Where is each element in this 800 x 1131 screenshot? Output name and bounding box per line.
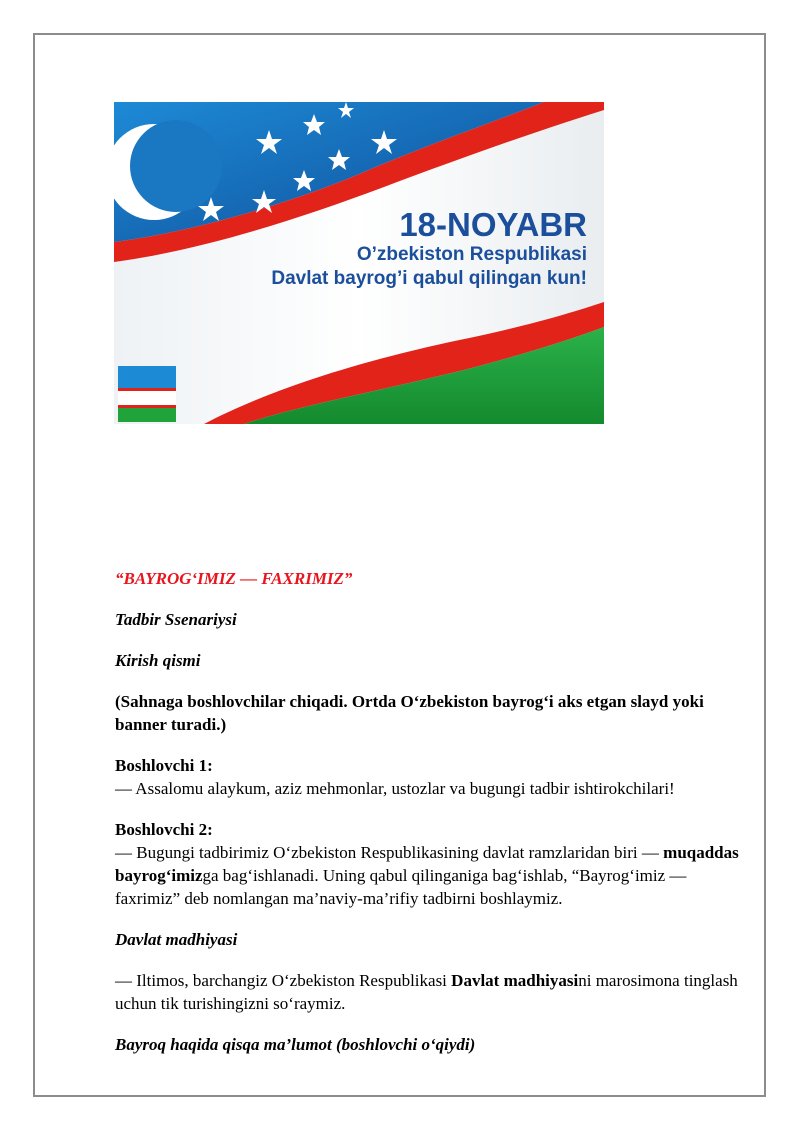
banner-date: 18-NOYABR	[399, 206, 587, 243]
host1-label: Boshlovchi 1:	[115, 756, 213, 775]
host2-text-start: — Bugungi tadbirimiz O‘zbekiston Respublikasining davlat ramzlaridan biri —	[115, 843, 664, 862]
anthem-paragraph	[115, 969, 755, 1015]
section-flag-info-heading: Bayroq haqida qisqa ma’lumot (boshlovchi o‘qiydi)	[115, 1035, 476, 1054]
host2-paragraph	[115, 818, 755, 910]
section-anthem-heading: Davlat madhiyasi	[115, 930, 238, 949]
host2-label: Boshlovchi 2:	[115, 820, 213, 839]
host2-text-end: ga bag‘ishlanadi. Uning qabul qilinganiga bag‘ishlab, “Bayrog‘imiz — faxrimiz” deb nomlangan ma’naviy-ma’rifiy tadbirni boshlaymiz.	[115, 866, 687, 908]
anthem-text-start: — Iltimos, barchangiz O‘zbekiston Respublikasi	[115, 971, 452, 990]
event-title: “BAYROG‘IMIZ — FAXRIMIZ”	[115, 569, 353, 588]
section-intro-heading: Kirish qismi	[115, 651, 201, 670]
host1-paragraph	[115, 754, 755, 800]
event-subtitle: Tadbir Ssenariysi	[115, 610, 237, 629]
anthem-text-end: ni marosimona tinglash uchun tik turishingizni so‘raymiz.	[115, 971, 738, 1013]
banner-line2: Davlat bayrog’i qabul qilingan kun!	[271, 268, 587, 289]
document-body	[115, 567, 755, 1074]
anthem-bold-phrase: Davlat madhiyasi	[451, 971, 579, 990]
banner-line1: O’zbekiston Respublikasi	[356, 244, 587, 265]
host2-bold-phrase: muqaddas bayrog‘imiz	[115, 843, 739, 885]
flag-day-banner	[114, 102, 604, 424]
stage-note: (Sahnaga boshlovchilar chiqadi. Ortda O‘zbekiston bayrog‘i aks etgan slayd yoki banner turadi.)	[115, 692, 704, 734]
host1-text: — Assalomu alaykum, aziz mehmonlar, ustozlar va bugungi tadbir ishtirokchilari!	[115, 779, 675, 798]
